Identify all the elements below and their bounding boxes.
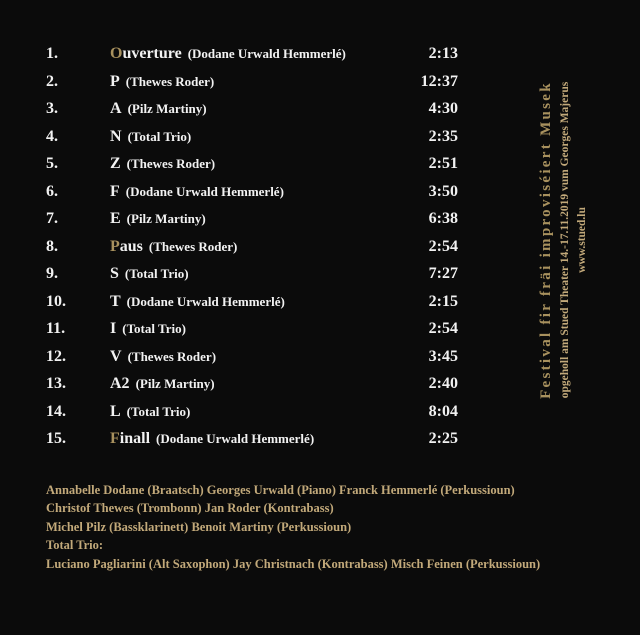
track-title	[110, 425, 314, 453]
track-title	[110, 288, 285, 316]
track-duration: 2:54	[428, 237, 458, 255]
track-performers: (Pilz Martiny)	[135, 376, 215, 391]
track-title	[110, 40, 346, 68]
track-title-initial: I	[110, 320, 117, 337]
track-performers: (Dodane Urwald Hemmerlé)	[156, 431, 315, 446]
credit-line: Annabelle Dodane (Braatsch) Georges Urwald (Piano) Franck Hemmerlé (Perkussioun)	[46, 483, 515, 497]
track-number: 11.	[46, 320, 66, 337]
track-performers: (Total Trio)	[126, 403, 191, 419]
track-row	[46, 40, 466, 68]
festival-title: Festival fir fräi improviséiert Musek	[537, 81, 554, 399]
track-title-rest: inall	[119, 430, 151, 447]
track-duration: 2:15	[428, 292, 458, 310]
track-title	[110, 370, 215, 398]
track-title	[110, 178, 284, 206]
track-duration: 3:45	[428, 347, 458, 365]
track-duration: 2:51	[428, 155, 458, 172]
track-list	[46, 40, 466, 453]
recording-info: opgeholl am Stued Theater 14.-17.11.2019 vum Georges Majerus	[558, 81, 571, 399]
track-duration: 4:30	[428, 100, 458, 117]
side-panel	[515, 40, 610, 440]
track-number: 1.	[46, 45, 58, 62]
track-performers: (Thewes Roder)	[125, 73, 215, 89]
track-title-initial: V	[110, 347, 122, 365]
track-performers: (Thewes Roder)	[126, 156, 216, 171]
track-title-initial: Z	[110, 155, 121, 172]
track-title-initial: F	[110, 182, 120, 200]
track-title-initial: A2	[110, 375, 130, 392]
track-duration: 2:13	[428, 45, 458, 62]
track-performers: (Thewes Roder)	[127, 348, 217, 364]
track-title	[110, 233, 237, 261]
track-performers: (Pilz Martiny)	[127, 101, 207, 116]
track-duration: 2:40	[428, 375, 458, 392]
track-title	[110, 95, 207, 123]
track-number: 15.	[46, 430, 66, 447]
track-row	[46, 315, 466, 343]
track-number: 7.	[46, 210, 58, 227]
track-row	[46, 95, 466, 123]
track-row	[46, 205, 466, 233]
track-performers: (Total Trio)	[127, 128, 192, 144]
track-performers: (Thewes Roder)	[148, 238, 238, 254]
track-duration: 12:37	[420, 72, 458, 90]
track-row	[46, 260, 466, 288]
track-duration: 7:27	[428, 265, 458, 282]
track-title	[110, 123, 191, 151]
side-rotated-text	[535, 40, 591, 440]
track-number: 10.	[46, 292, 66, 310]
track-title-initial: T	[110, 292, 121, 310]
track-duration: 2:54	[428, 320, 458, 337]
track-row	[46, 343, 466, 371]
track-title-initial: N	[110, 127, 122, 145]
track-number: 13.	[46, 375, 66, 392]
track-row	[46, 150, 466, 178]
track-title-initial: A	[110, 100, 122, 117]
track-row	[46, 398, 466, 426]
track-row	[46, 233, 466, 261]
track-number: 5.	[46, 155, 58, 172]
track-performers: (Total Trio)	[122, 321, 186, 336]
track-number: 6.	[46, 182, 58, 200]
track-duration: 6:38	[428, 210, 458, 227]
track-performers: (Pilz Martiny)	[126, 211, 206, 226]
track-row	[46, 370, 466, 398]
track-performers: (Total Trio)	[124, 266, 189, 281]
track-title	[110, 205, 206, 233]
track-performers: (Dodane Urwald Hemmerlé)	[125, 183, 284, 199]
track-title-rest: aus	[119, 237, 143, 255]
track-title-initial: E	[110, 210, 121, 227]
track-title-rest: uverture	[122, 45, 182, 62]
credit-line: Luciano Pagliarini (Alt Saxophon) Jay Christnach (Kontrabass) Misch Feinen (Perkussioun)	[46, 556, 541, 571]
track-row	[46, 123, 466, 151]
track-title	[110, 315, 186, 343]
credits	[46, 481, 566, 573]
track-duration: 2:35	[428, 127, 458, 145]
track-title	[110, 68, 214, 96]
track-title	[110, 150, 215, 178]
credit-line: Total Trio:	[46, 538, 104, 553]
track-number: 3.	[46, 100, 58, 117]
track-duration: 8:04	[428, 402, 458, 420]
track-performers: (Dodane Urwald Hemmerlé)	[126, 293, 285, 309]
track-title-initial: F	[110, 430, 120, 447]
track-number: 4.	[46, 127, 58, 145]
track-duration: 3:50	[428, 182, 458, 200]
track-number: 14.	[46, 402, 66, 420]
track-row	[46, 425, 466, 453]
track-title-initial: L	[110, 402, 121, 420]
track-number: 9.	[46, 265, 58, 282]
track-title	[110, 398, 190, 426]
track-row	[46, 178, 466, 206]
track-title	[110, 343, 216, 371]
credit-line: Michel Pilz (Bassklarinett) Benoit Martiny (Perkussioun)	[46, 519, 352, 534]
track-title-initial: P	[110, 237, 120, 255]
track-duration: 2:25	[428, 430, 458, 447]
track-number: 12.	[46, 347, 66, 365]
track-title	[110, 260, 189, 288]
track-performers: (Dodane Urwald Hemmerlé)	[187, 46, 346, 61]
track-title-initial: O	[110, 45, 123, 62]
track-number: 8.	[46, 237, 58, 255]
track-number: 2.	[46, 72, 58, 90]
track-row	[46, 288, 466, 316]
track-row	[46, 68, 466, 96]
track-title-initial: P	[110, 72, 120, 90]
track-title-initial: S	[110, 265, 119, 282]
website: www.stued.lu	[575, 207, 588, 273]
credit-line: Christof Thewes (Trombonn) Jan Roder (Kontrabass)	[46, 501, 334, 516]
